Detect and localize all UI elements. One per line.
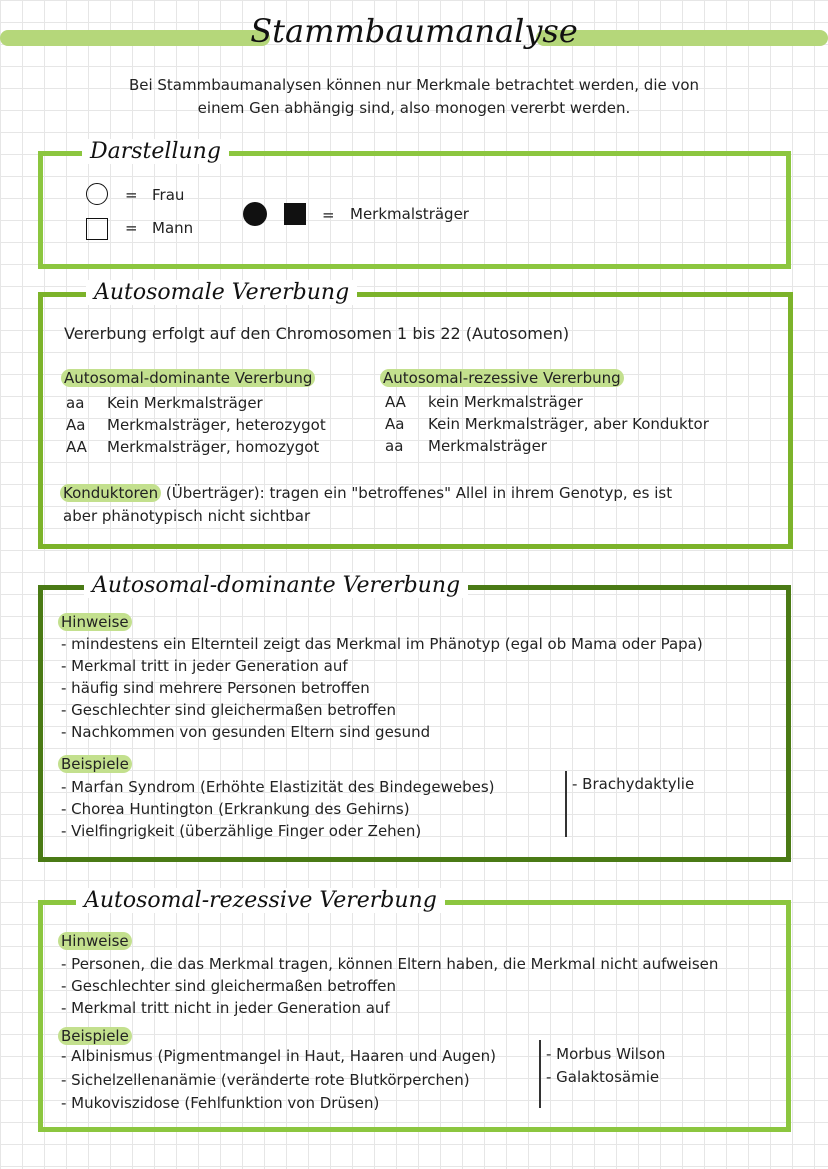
- rec-genotype-2: Aa: [385, 415, 405, 433]
- recessive-heading: Autosomal-rezessive Vererbung: [380, 369, 624, 387]
- dom-desc-3: Merkmalsträger, homozygot: [107, 438, 320, 456]
- konduktor-text-1: (Überträger): tragen ein "betroffenes" Allel in ihrem Genotyp, es ist: [161, 484, 673, 502]
- label-merkmalstraeger: Merkmalsträger: [350, 205, 469, 223]
- intro-line-1: Bei Stammbaumanalysen können nur Merkmale betrachtet werden, die von: [128, 76, 700, 94]
- eq-mann: =: [125, 219, 138, 237]
- konduktor-line-1: [60, 484, 672, 502]
- dom-genotype-2: Aa: [66, 416, 86, 434]
- autosomal-title: Autosomale Vererbung: [86, 280, 357, 305]
- dominant-hinweise-label: Hinweise: [58, 613, 132, 631]
- intro-text: [60, 74, 768, 120]
- rec-desc-1: kein Merkmalsträger: [428, 393, 583, 411]
- male-square-icon: [86, 218, 108, 240]
- dominant-hinweis-3: - häufig sind mehrere Personen betroffen: [61, 679, 370, 697]
- dominant-extra-1: - Brachydaktylie: [572, 775, 695, 793]
- recessive-beispiel-1: - Albinismus (Pigmentmangel in Haut, Haaren und Augen): [61, 1047, 496, 1065]
- intro-line-2: einem Gen abhängig sind, also monogen vererbt werden.: [197, 99, 631, 117]
- recessive-extra-2: - Galaktosämie: [546, 1068, 660, 1086]
- recessive-hinweis-1: - Personen, die das Merkmal tragen, können Eltern haben, die Merkmal nicht aufweisen: [61, 955, 719, 973]
- konduktor-line-2: aber phänotypisch nicht sichtbar: [63, 507, 311, 525]
- recessive-hinweis-3: - Merkmal tritt nicht in jeder Generation auf: [61, 999, 390, 1017]
- darstellung-title: Darstellung: [82, 139, 229, 164]
- recessive-beispiel-3: - Mukoviszidose (Fehlfunktion von Drüsen): [61, 1094, 380, 1112]
- affected-female-icon: [243, 202, 267, 226]
- dominant-divider: [565, 771, 567, 837]
- eq-frau: =: [125, 186, 138, 204]
- dominant-hinweis-2: - Merkmal tritt in jeder Generation auf: [61, 657, 348, 675]
- dominant-hinweis-5: - Nachkommen von gesunden Eltern sind gesund: [61, 723, 431, 741]
- label-mann: Mann: [152, 219, 194, 237]
- konduktor-term: Konduktoren: [60, 484, 161, 502]
- dom-genotype-1: aa: [66, 394, 85, 412]
- dominant-beispiele-label: Beispiele: [58, 755, 132, 773]
- dominant-beispiel-3: - Vielfingrigkeit (überzählige Finger oder Zehen): [61, 822, 422, 840]
- recessive-hinweis-2: - Geschlechter sind gleichermaßen betroffen: [61, 977, 397, 995]
- dom-desc-1: Kein Merkmalsträger: [107, 394, 263, 412]
- label-frau: Frau: [152, 186, 185, 204]
- rec-desc-3: Merkmalsträger: [428, 437, 547, 455]
- rec-genotype-1: AA: [385, 393, 406, 411]
- affected-male-icon: [284, 203, 306, 225]
- female-circle-icon: [86, 183, 108, 205]
- recessive-divider: [539, 1040, 541, 1108]
- dom-genotype-3: AA: [66, 438, 87, 456]
- recessive-hinweise-label: Hinweise: [58, 932, 132, 950]
- dominant-beispiel-1: - Marfan Syndrom (Erhöhte Elastizität des Bindegewebes): [61, 778, 495, 796]
- recessive-beispiel-2: - Sichelzellenanämie (veränderte rote Blutkörperchen): [61, 1071, 470, 1089]
- eq-merkmal: =: [322, 206, 335, 224]
- dominant-section-title: Autosomal-dominante Vererbung: [84, 573, 468, 598]
- recessive-beispiele-label: Beispiele: [58, 1027, 132, 1045]
- dominant-hinweis-4: - Geschlechter sind gleichermaßen betroffen: [61, 701, 397, 719]
- autosomal-intro: Vererbung erfolgt auf den Chromosomen 1 bis 22 (Autosomen): [64, 324, 570, 343]
- dominant-beispiel-2: - Chorea Huntington (Erkrankung des Gehirns): [61, 800, 410, 818]
- recessive-section-title: Autosomal-rezessive Vererbung: [76, 888, 445, 913]
- rec-genotype-3: aa: [385, 437, 404, 455]
- dominant-hinweis-1: - mindestens ein Elternteil zeigt das Merkmal im Phänotyp (egal ob Mama oder Papa): [61, 635, 703, 653]
- dominant-heading: Autosomal-dominante Vererbung: [61, 369, 315, 387]
- recessive-extra-1: - Morbus Wilson: [546, 1045, 666, 1063]
- dom-desc-2: Merkmalsträger, heterozygot: [107, 416, 326, 434]
- page-title: Stammbaumanalyse: [250, 12, 578, 50]
- rec-desc-2: Kein Merkmalsträger, aber Konduktor: [428, 415, 709, 433]
